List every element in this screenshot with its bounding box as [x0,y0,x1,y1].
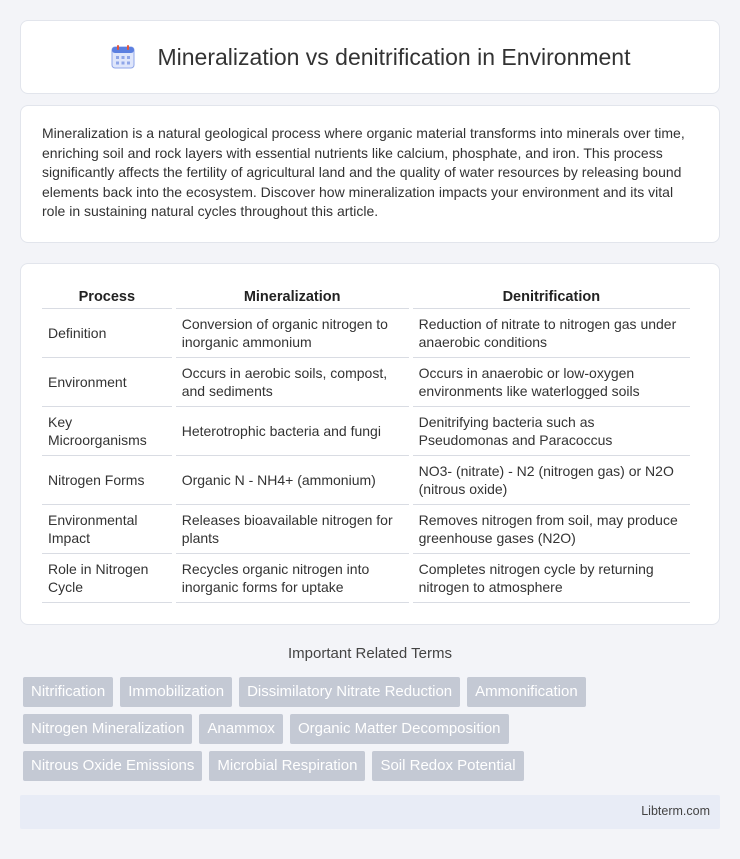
tag-ammonification[interactable]: Ammonification [467,677,586,707]
tag-row [23,677,723,707]
tag-nitrogen-mineralization[interactable]: Nitrogen Mineralization [23,714,192,744]
table-cell: Reduction of nitrate to nitrogen gas under anaerobic conditions [413,309,690,358]
table-cell: Denitrifying bacteria such as Pseudomonas and Paracoccus [413,407,690,456]
footer [20,795,720,829]
tag-nitrification[interactable]: Nitrification [23,677,113,707]
table-row [42,309,690,358]
table-cell: Organic N - NH4+ (ammonium) [176,456,409,505]
column-header: Process [42,284,172,309]
table-cell: Environmental Impact [42,505,172,554]
table-row [42,554,690,603]
tag-row [23,714,723,744]
footer-site-link[interactable]: Libterm.com [641,804,710,818]
tag-dissimilatory-nitrate-reduction[interactable]: Dissimilatory Nitrate Reduction [239,677,460,707]
related-terms-title: Important Related Terms [288,645,452,662]
tag-microbial-respiration[interactable]: Microbial Respiration [209,751,365,781]
table-cell: Recycles organic nitrogen into inorganic forms for uptake [176,554,409,603]
table-row [42,505,690,554]
tag-soil-redox-potential[interactable]: Soil Redox Potential [372,751,523,781]
table-cell: Removes nitrogen from soil, may produce greenhouse gases (N2O) [413,505,690,554]
column-header: Denitrification [413,284,690,309]
tag-organic-matter-decomposition[interactable]: Organic Matter Decomposition [290,714,509,744]
table-cell: Occurs in aerobic soils, compost, and sediments [176,358,409,407]
table-cell: Conversion of organic nitrogen to inorganic ammonium [176,309,409,358]
title-card [20,20,720,94]
tag-nitrous-oxide-emissions[interactable]: Nitrous Oxide Emissions [23,751,202,781]
table-cell: Heterotrophic bacteria and fungi [176,407,409,456]
table-cell: Environment [42,358,172,407]
calendar-icon [110,44,136,70]
page-title: Mineralization vs denitrification in Environment [157,43,631,70]
table-cell: Nitrogen Forms [42,456,172,505]
comparison-table-card [20,263,720,625]
intro-card [20,105,720,243]
table-cell: Completes nitrogen cycle by returning nitrogen to atmosphere [413,554,690,603]
column-header: Mineralization [176,284,409,309]
related-terms-list [23,677,723,788]
table-cell: Key Microorganisms [42,407,172,456]
table-cell: Occurs in anaerobic or low-oxygen environments like waterlogged soils [413,358,690,407]
tag-anammox[interactable]: Anammox [199,714,283,744]
table-cell: Releases bioavailable nitrogen for plants [176,505,409,554]
table-header-row [42,284,690,309]
table-row [42,407,690,456]
table-cell: NO3- (nitrate) - N2 (nitrogen gas) or N2O (nitrous oxide) [413,456,690,505]
table-row [42,456,690,505]
tag-immobilization[interactable]: Immobilization [120,677,232,707]
table-cell: Definition [42,309,172,358]
table-row [42,358,690,407]
intro-text: Mineralization is a natural geological process where organic material transforms into minerals over time, enriching soil and rock layers with essential nutrients like calcium, phosphate, and iron. This process significantly affects the fertility of agricultural land and the quality of water resources by releasing bound elements back into the ecosystem. Discover how mineralization impacts your environment and its vital role in sustaining natural cycles throughout this article. [42,125,685,220]
table-cell: Role in Nitrogen Cycle [42,554,172,603]
tag-row [23,751,723,781]
comparison-table [38,284,694,603]
